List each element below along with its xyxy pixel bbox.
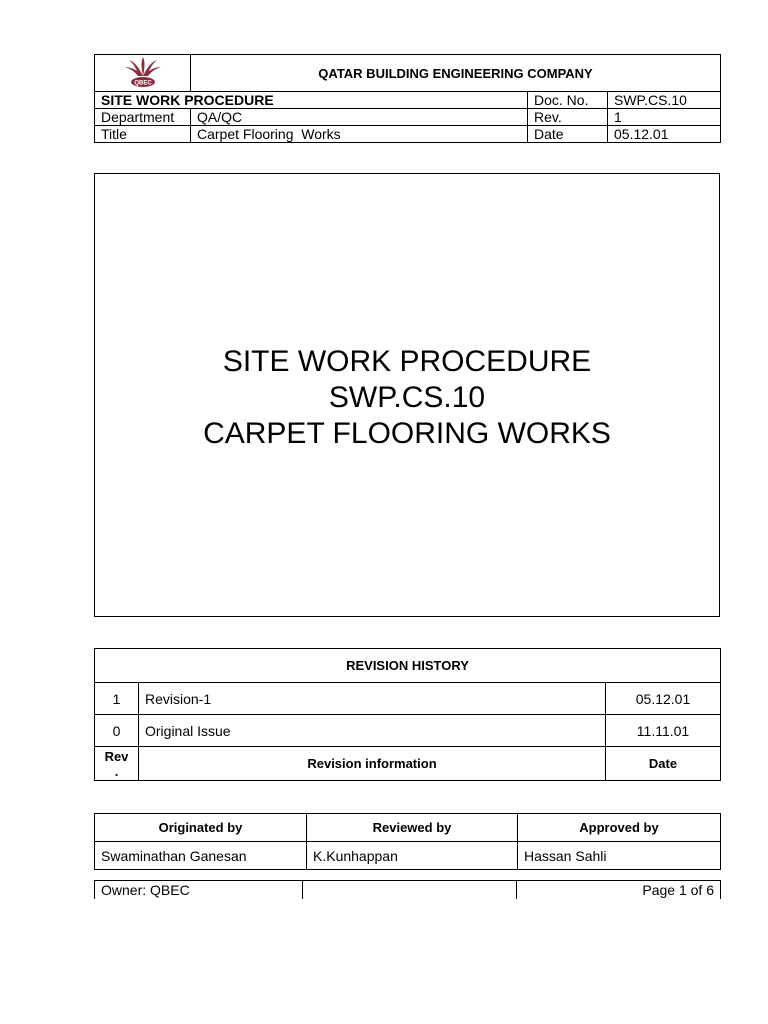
approved-by-name: Hassan Sahli <box>518 842 721 870</box>
signature-table <box>94 813 721 870</box>
date-value: 05.12.01 <box>608 126 721 143</box>
rev-date: 05.12.01 <box>606 683 721 715</box>
reviewed-by-label: Reviewed by <box>307 814 518 842</box>
footer-spacer <box>303 881 517 900</box>
reviewed-by-name: K.Kunhappan <box>307 842 518 870</box>
cover-line-procedure: SITE WORK PROCEDURE <box>222 345 592 378</box>
col-header-date: Date <box>606 747 721 781</box>
table-row <box>95 683 721 715</box>
col-header-info: Revision information <box>139 747 606 781</box>
rev-number: 0 <box>95 715 139 747</box>
doc-no-label: Doc. No. <box>528 92 608 109</box>
revision-history-table <box>94 648 721 781</box>
revision-history-title: REVISION HISTORY <box>95 649 721 683</box>
department-label: Department <box>95 109 191 126</box>
cover-title-box <box>94 173 720 617</box>
owner-label: Owner: QBEC <box>95 881 303 900</box>
col-header-rev <box>95 747 139 781</box>
col-header-rev-dot: . <box>114 764 119 779</box>
doc-no-value: SWP.CS.10 <box>608 92 721 109</box>
procedure-type-label: SITE WORK PROCEDURE <box>95 92 528 109</box>
table-row <box>95 715 721 747</box>
page-number: Page 1 of 6 <box>517 881 721 900</box>
title-value: Carpet Flooring Works <box>191 126 528 143</box>
cover-line-work-title: CARPET FLOORING WORKS <box>203 417 611 450</box>
qbec-logo-icon <box>121 56 165 90</box>
col-header-rev-text: Rev <box>104 749 129 764</box>
rev-label: Rev. <box>528 109 608 126</box>
rev-info: Original Issue <box>139 715 606 747</box>
department-value: QA/QC <box>191 109 528 126</box>
approved-by-label: Approved by <box>518 814 721 842</box>
date-label: Date <box>528 126 608 143</box>
rev-info: Revision-1 <box>139 683 606 715</box>
cover-line-doc-number: SWP.CS.10 <box>328 381 486 414</box>
rev-date: 11.11.01 <box>606 715 721 747</box>
rev-number: 1 <box>95 683 139 715</box>
footer-table <box>94 880 721 899</box>
originated-by-name: Swaminathan Ganesan <box>95 842 307 870</box>
originated-by-label: Originated by <box>95 814 307 842</box>
title-label: Title <box>95 126 191 143</box>
company-name: QATAR BUILDING ENGINEERING COMPANY <box>191 55 721 92</box>
document-header-table <box>94 54 721 143</box>
svg-text:QBEC: QBEC <box>133 80 152 87</box>
rev-value: 1 <box>608 109 721 126</box>
company-logo <box>95 55 191 92</box>
